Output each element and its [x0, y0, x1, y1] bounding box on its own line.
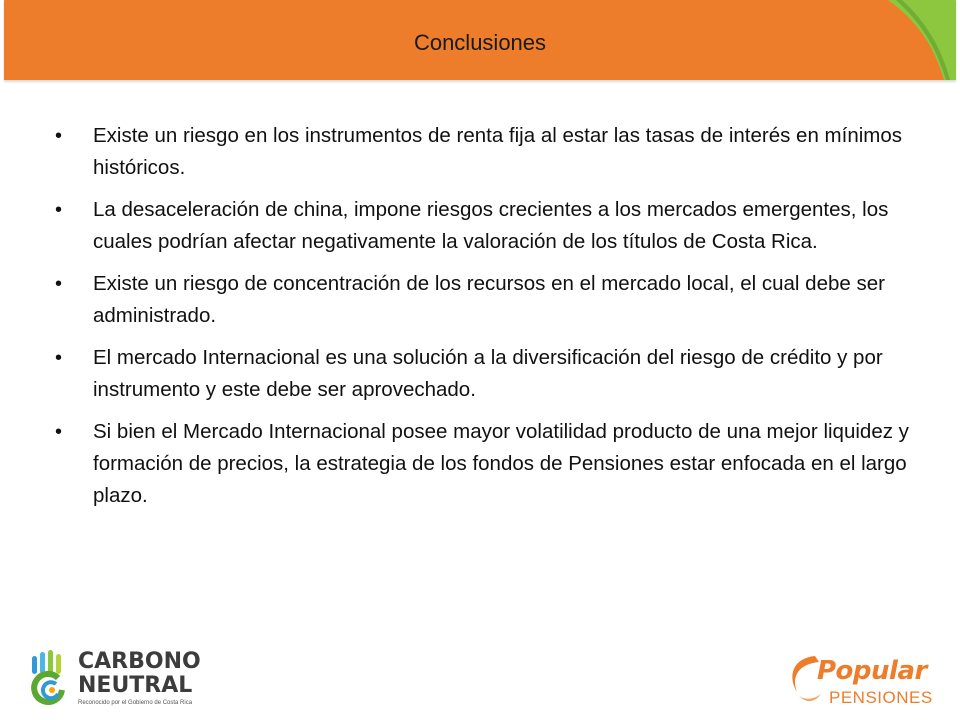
logo-subtitle: Reconocido por el Gobierno de Costa Rica — [78, 700, 193, 706]
slide-title: Conclusiones — [413, 30, 547, 55]
hand-leaf-icon — [28, 650, 76, 710]
carbono-neutral-logo — [28, 650, 208, 712]
logo-brand: Popular — [817, 656, 927, 686]
header-swoosh-icon — [886, 0, 956, 80]
logo-text: CARBONO NEUTRAL — [78, 649, 201, 698]
logo-subtitle: PENSIONES — [829, 688, 933, 707]
slide-header — [4, 0, 956, 80]
bullet-item: • Si bien el Mercado Internacional posee mayor volatilidad producto de una mejor liquidez y formación de precios, la estrategia de los fondos de Pensiones estar enfocada en el largo plazo. — [55, 416, 915, 512]
conclusions-list — [55, 120, 915, 522]
bullet-item: • Existe un riesgo de concentración de los recursos en el mercado local, el cual debe ser administrado. — [55, 268, 915, 332]
bullet-item: • El mercado Internacional es una solución a la diversificación del riesgo de crédito y por instrumento y este debe ser aprovechado. — [55, 342, 915, 406]
bullet-item: • Existe un riesgo en los instrumentos de renta fija al estar las tasas de interés en mínimos históricos. — [55, 120, 915, 184]
bullet-item: • La desaceleración de china, impone riesgos crecientes a los mercados emergentes, los cuales podrían afectar negativamente la valoración de los títulos de Costa Rica. — [55, 194, 915, 258]
popular-pensiones-logo — [785, 650, 950, 710]
